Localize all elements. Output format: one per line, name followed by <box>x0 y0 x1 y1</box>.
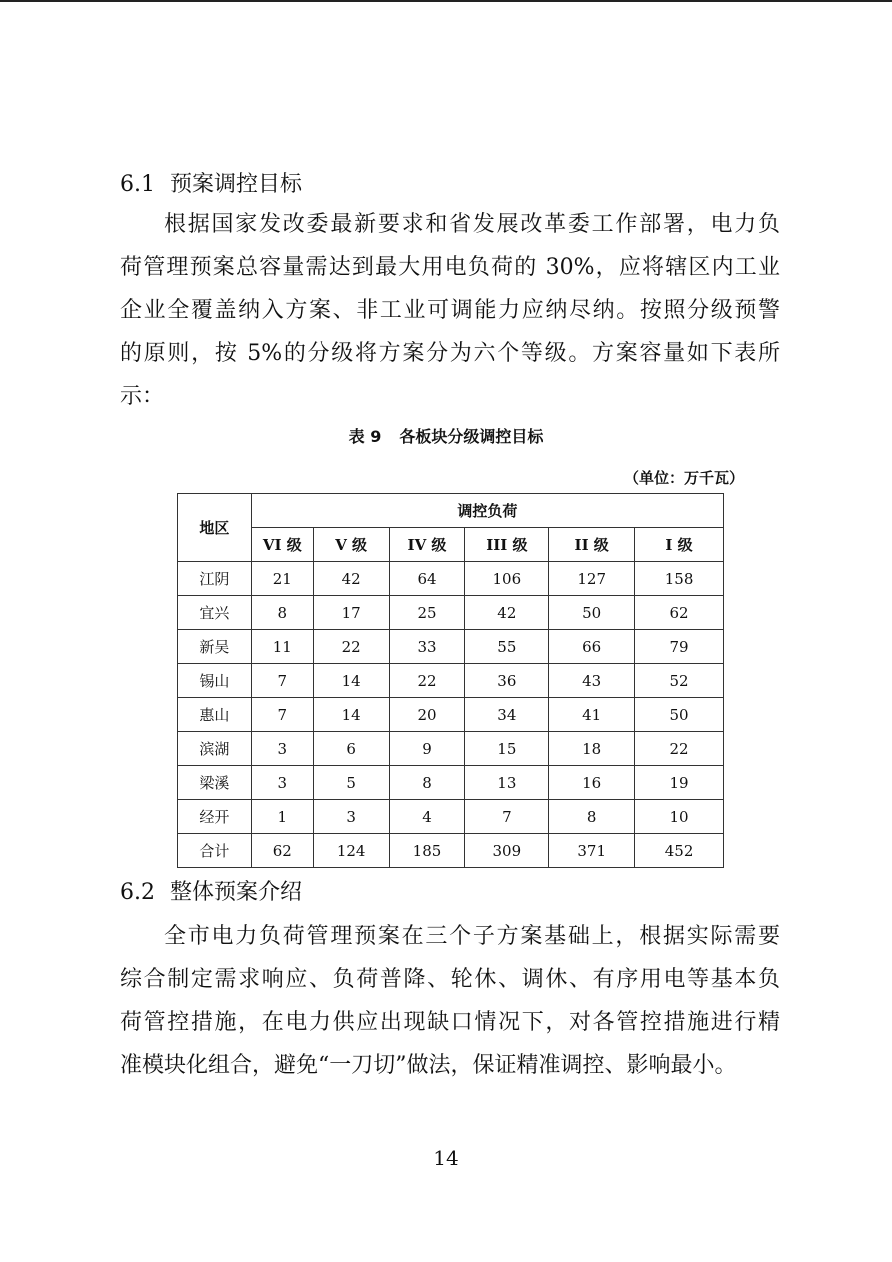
section-heading-6-2 <box>120 878 302 908</box>
value-cell: 22 <box>313 630 389 664</box>
value-cell: 66 <box>549 630 635 664</box>
value-cell: 20 <box>389 698 465 732</box>
value-cell: 309 <box>465 834 549 868</box>
region-cell: 锡山 <box>178 664 252 698</box>
value-cell: 79 <box>635 630 724 664</box>
header-level-ii: II 级 <box>549 528 635 562</box>
paragraph-line: 综合制定需求响应、负荷普降、轮休、调休、有序用电等基本负 <box>120 967 780 992</box>
section-number: 6.1 <box>120 172 155 197</box>
value-cell: 371 <box>549 834 635 868</box>
value-cell: 52 <box>635 664 724 698</box>
value-cell: 42 <box>465 596 549 630</box>
value-cell: 7 <box>465 800 549 834</box>
value-cell: 17 <box>313 596 389 630</box>
paragraph-line: 全市电力负荷管理预案在三个子方案基础上，根据实际需要 <box>164 924 780 949</box>
paragraph-line: 根据国家发改委最新要求和省发展改革委工作部署，电力负 <box>164 212 780 237</box>
control-target-table <box>177 493 724 868</box>
value-cell: 11 <box>251 630 313 664</box>
paragraph-line: 荷管理预案总容量需达到最大用电负荷的 30%，应将辖区内工业 <box>120 255 780 280</box>
value-cell: 8 <box>389 766 465 800</box>
value-cell: 55 <box>465 630 549 664</box>
paragraph-line: 企业全覆盖纳入方案、非工业可调能力应纳尽纳。按照分级预警 <box>120 298 780 323</box>
table-caption <box>0 424 892 447</box>
table-caption-title: 各板块分级调控目标 <box>399 427 544 446</box>
value-cell: 8 <box>549 800 635 834</box>
value-cell: 50 <box>549 596 635 630</box>
section-6-1-paragraph <box>120 203 780 418</box>
value-cell: 42 <box>313 562 389 596</box>
table-row <box>178 596 724 630</box>
value-cell: 14 <box>313 664 389 698</box>
value-cell: 6 <box>313 732 389 766</box>
section-heading-6-1 <box>120 170 302 200</box>
value-cell: 452 <box>635 834 724 868</box>
value-cell: 50 <box>635 698 724 732</box>
value-cell: 4 <box>389 800 465 834</box>
region-cell: 惠山 <box>178 698 252 732</box>
value-cell: 9 <box>389 732 465 766</box>
value-cell: 158 <box>635 562 724 596</box>
section-title: 预案调控目标 <box>170 172 303 197</box>
table-row <box>178 630 724 664</box>
header-level-v: V 级 <box>313 528 389 562</box>
value-cell: 3 <box>251 766 313 800</box>
paragraph-line: 的原则，按 5%的分级将方案分为六个等级。方案容量如下表所 <box>120 341 780 366</box>
value-cell: 64 <box>389 562 465 596</box>
table-row <box>178 698 724 732</box>
paragraph-line: 荷管控措施，在电力供应出现缺口情况下，对各管控措施进行精 <box>120 1010 780 1035</box>
table-row <box>178 766 724 800</box>
paragraph-line: 示： <box>120 384 165 409</box>
value-cell: 8 <box>251 596 313 630</box>
value-cell: 33 <box>389 630 465 664</box>
table-row <box>178 800 724 834</box>
table-row <box>178 664 724 698</box>
value-cell: 127 <box>549 562 635 596</box>
section-6-2-paragraph <box>120 915 780 1087</box>
table-body <box>178 562 724 868</box>
value-cell: 106 <box>465 562 549 596</box>
value-cell: 34 <box>465 698 549 732</box>
value-cell: 22 <box>635 732 724 766</box>
value-cell: 18 <box>549 732 635 766</box>
region-cell: 滨湖 <box>178 732 252 766</box>
value-cell: 19 <box>635 766 724 800</box>
table-caption-number: 表 9 <box>348 427 382 446</box>
section-title: 整体预案介绍 <box>170 880 303 905</box>
value-cell: 13 <box>465 766 549 800</box>
table-unit: （单位：万千瓦） <box>623 469 744 487</box>
value-cell: 7 <box>251 664 313 698</box>
value-cell: 7 <box>251 698 313 732</box>
header-region: 地区 <box>178 494 252 562</box>
region-cell: 经开 <box>178 800 252 834</box>
value-cell: 62 <box>635 596 724 630</box>
page-number: 14 <box>433 1146 459 1170</box>
value-cell: 25 <box>389 596 465 630</box>
table-row <box>178 732 724 766</box>
region-cell: 梁溪 <box>178 766 252 800</box>
header-level-vi: VI 级 <box>251 528 313 562</box>
region-cell: 新吴 <box>178 630 252 664</box>
section-number: 6.2 <box>120 880 155 905</box>
value-cell: 10 <box>635 800 724 834</box>
page-top-border <box>0 0 892 2</box>
value-cell: 3 <box>251 732 313 766</box>
region-cell: 江阴 <box>178 562 252 596</box>
value-cell: 185 <box>389 834 465 868</box>
value-cell: 16 <box>549 766 635 800</box>
table-row <box>178 562 724 596</box>
value-cell: 22 <box>389 664 465 698</box>
region-cell: 合计 <box>178 834 252 868</box>
value-cell: 1 <box>251 800 313 834</box>
table-row <box>178 834 724 868</box>
header-level-i: I 级 <box>635 528 724 562</box>
value-cell: 21 <box>251 562 313 596</box>
header-control-load: 调控负荷 <box>251 494 723 528</box>
paragraph-line: 准模块化组合，避免“一刀切”做法，保证精准调控、影响最小。 <box>120 1053 737 1078</box>
value-cell: 41 <box>549 698 635 732</box>
value-cell: 62 <box>251 834 313 868</box>
value-cell: 36 <box>465 664 549 698</box>
header-level-iii: III 级 <box>465 528 549 562</box>
region-cell: 宜兴 <box>178 596 252 630</box>
value-cell: 15 <box>465 732 549 766</box>
value-cell: 3 <box>313 800 389 834</box>
value-cell: 124 <box>313 834 389 868</box>
value-cell: 5 <box>313 766 389 800</box>
header-level-iv: IV 级 <box>389 528 465 562</box>
value-cell: 14 <box>313 698 389 732</box>
value-cell: 43 <box>549 664 635 698</box>
